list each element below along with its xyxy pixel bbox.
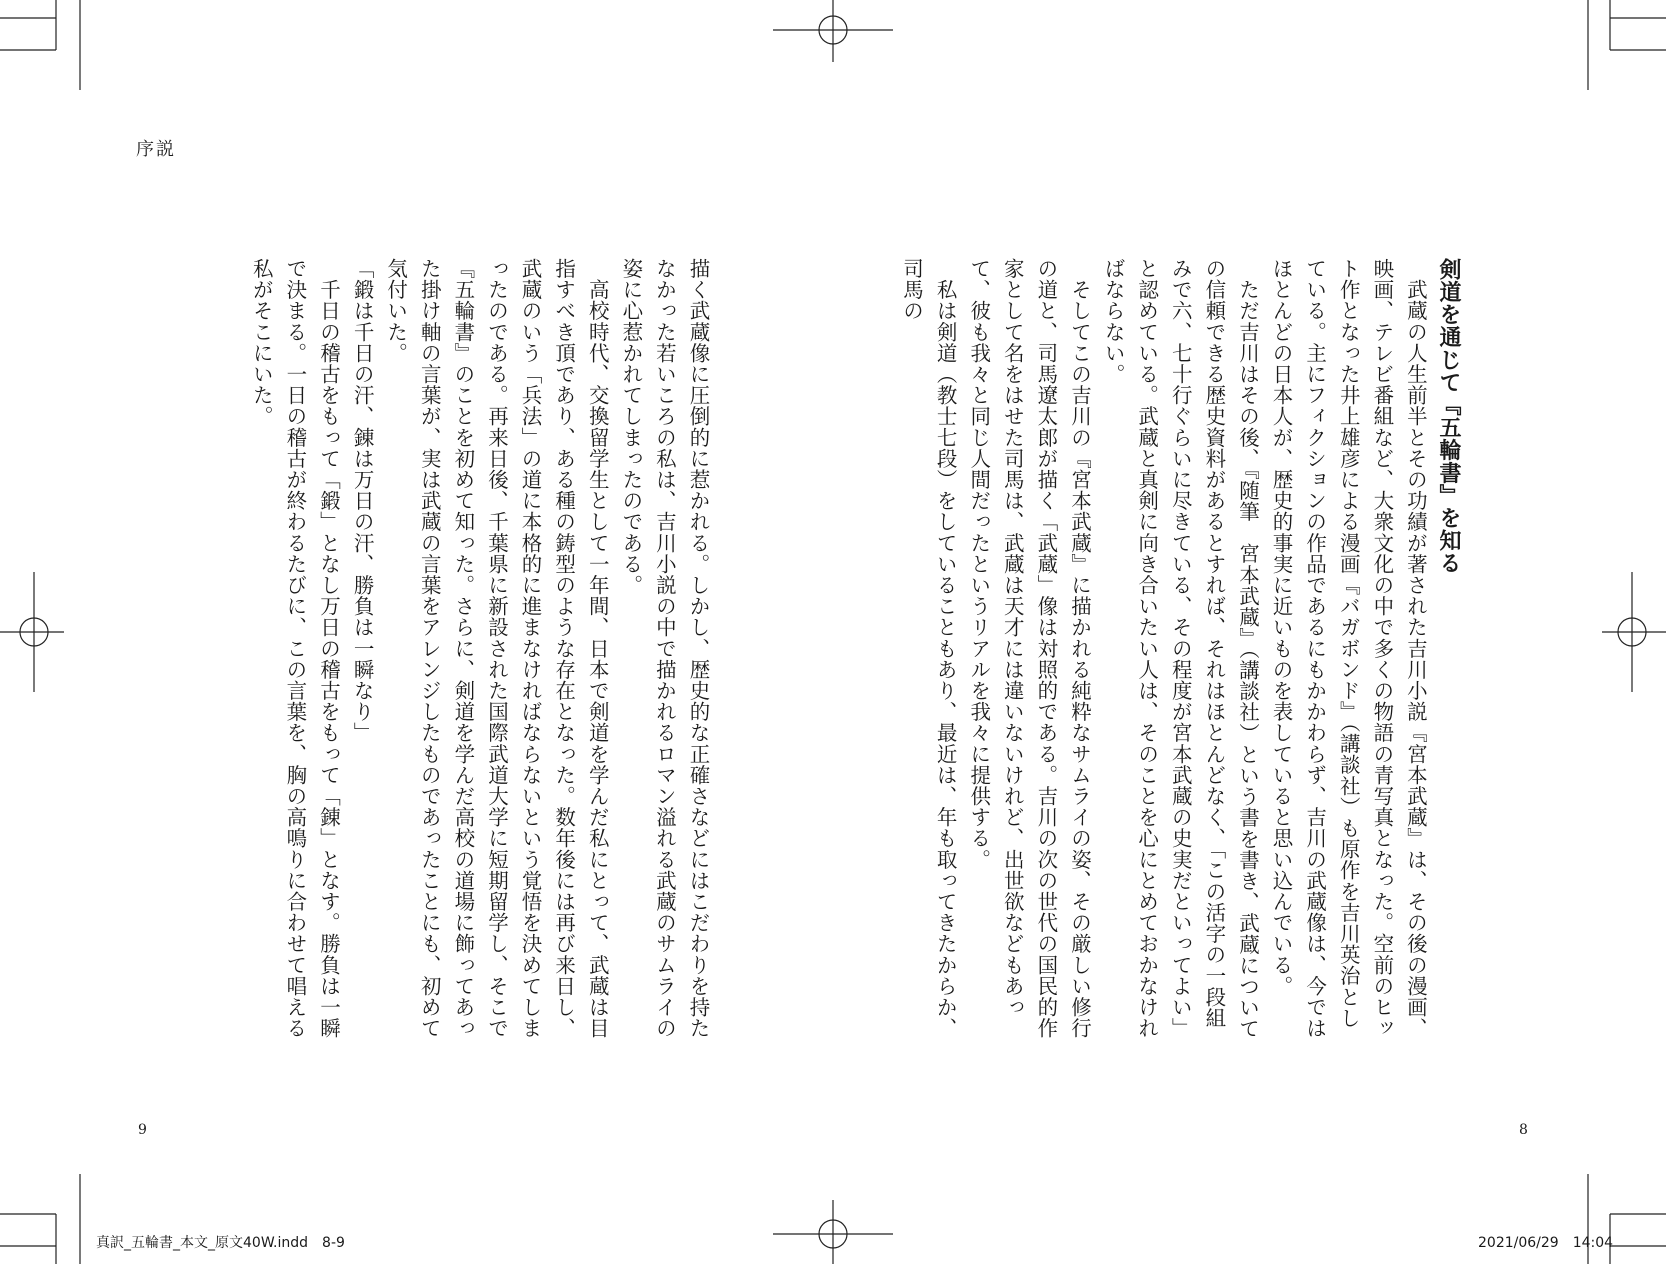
paragraph: 私は剣道（教士七段）をしていることもあり、最近は、年も取ってきたからか、司馬の xyxy=(899,258,958,1039)
slug-timestamp: 2021/06/29 14:04 xyxy=(1478,1235,1614,1251)
slug-filename: 真訳_五輪書_本文_原文40W.indd 8-9 xyxy=(96,1235,345,1251)
running-head: 序説 xyxy=(136,139,176,160)
paragraph: 千日の稽古をもって「鍛」となし万日の稽古をもって「錬」となす。勝負は一瞬で決まる。一日の稽古が終わるたびに、この言葉を、胸の高鳴りに合わせて唱える私がそこにいた。 xyxy=(249,258,341,1039)
left-page-text xyxy=(249,258,714,1048)
section-heading: 剣道を通じて『五輪書』を知る xyxy=(1436,258,1461,575)
paragraph: 高校時代、交換留学生として一年間、日本で剣道を学んだ私にとって、武蔵は目指すべき頂であり、ある種の鋳型のような存在となった。数年後には再び来日し、武蔵のいう「兵法」の道に本格的に進まなければならないという覚悟を決めてしまったのである。再来日後、千葉県に新設された国際武道大学に短期留学し、そこで『五輪書』のことを初めて知った。さらに、剣道を学んだ高校の道場に飾ってあった掛け軸の言葉が、実は武蔵の言葉をアレンジしたものであったことにも、初めて気付いた。 xyxy=(383,258,610,1039)
paragraph: 武蔵の人生前半とその功績が著された吉川小説『宮本武蔵』は、その後の漫画、映画、テレビ番組など、大衆文化の中で多くの物語の青写真となった。空前のヒット作となった井上雄彦による漫画『バガボンド』（講談社）も原作を吉川英治としている。主にフィクションの作品であるにもかかわらず、吉川の武蔵像は、今ではほとんどの日本人が、歴史的事実に近いものを表していると思い込んでいる。 xyxy=(1269,258,1428,1039)
right-page-text xyxy=(899,258,1465,1048)
paragraph: ただ吉川はその後、『随筆 宮本武蔵』（講談社）という書を書き、武蔵についての信頼できる歴史資料があるとすれば、それはほとんどなく、「この活字の一段組みで六、七十行ぐらいに尽きている、その程度が宮本武蔵の史実だといってよい」と認めている。武蔵と真剣に向き合いたい人は、そのことを心にとめておかなければならない。 xyxy=(1101,258,1260,1040)
paragraph: 描く武蔵像に圧倒的に惹かれる。しかし、歴史的な正確さなどにはこだわりを持たなかった若いころの私は、吉川小説の中で描かれるロマン溢れる武蔵のサムライの姿に心惹かれてしまったのである。 xyxy=(618,258,710,1039)
page-number-left: 9 xyxy=(138,1122,147,1138)
quote-line: 「鍛は千日の汗、錬は万日の汗、勝負は一瞬なり」 xyxy=(350,258,375,744)
page-number-right: 8 xyxy=(1519,1122,1528,1138)
paragraph: そしてこの吉川の『宮本武蔵』に描かれる純粋なサムライの姿、その厳しい修行の道と、司馬遼太郎が描く「武蔵」像は対照的である。吉川の次の世代の国民的作家として名をはせた司馬は、武蔵は天才には違いないけれど、出世欲などもあって、彼も我々と同じ人間だったというリアルを我々に提供する。 xyxy=(966,258,1092,1039)
